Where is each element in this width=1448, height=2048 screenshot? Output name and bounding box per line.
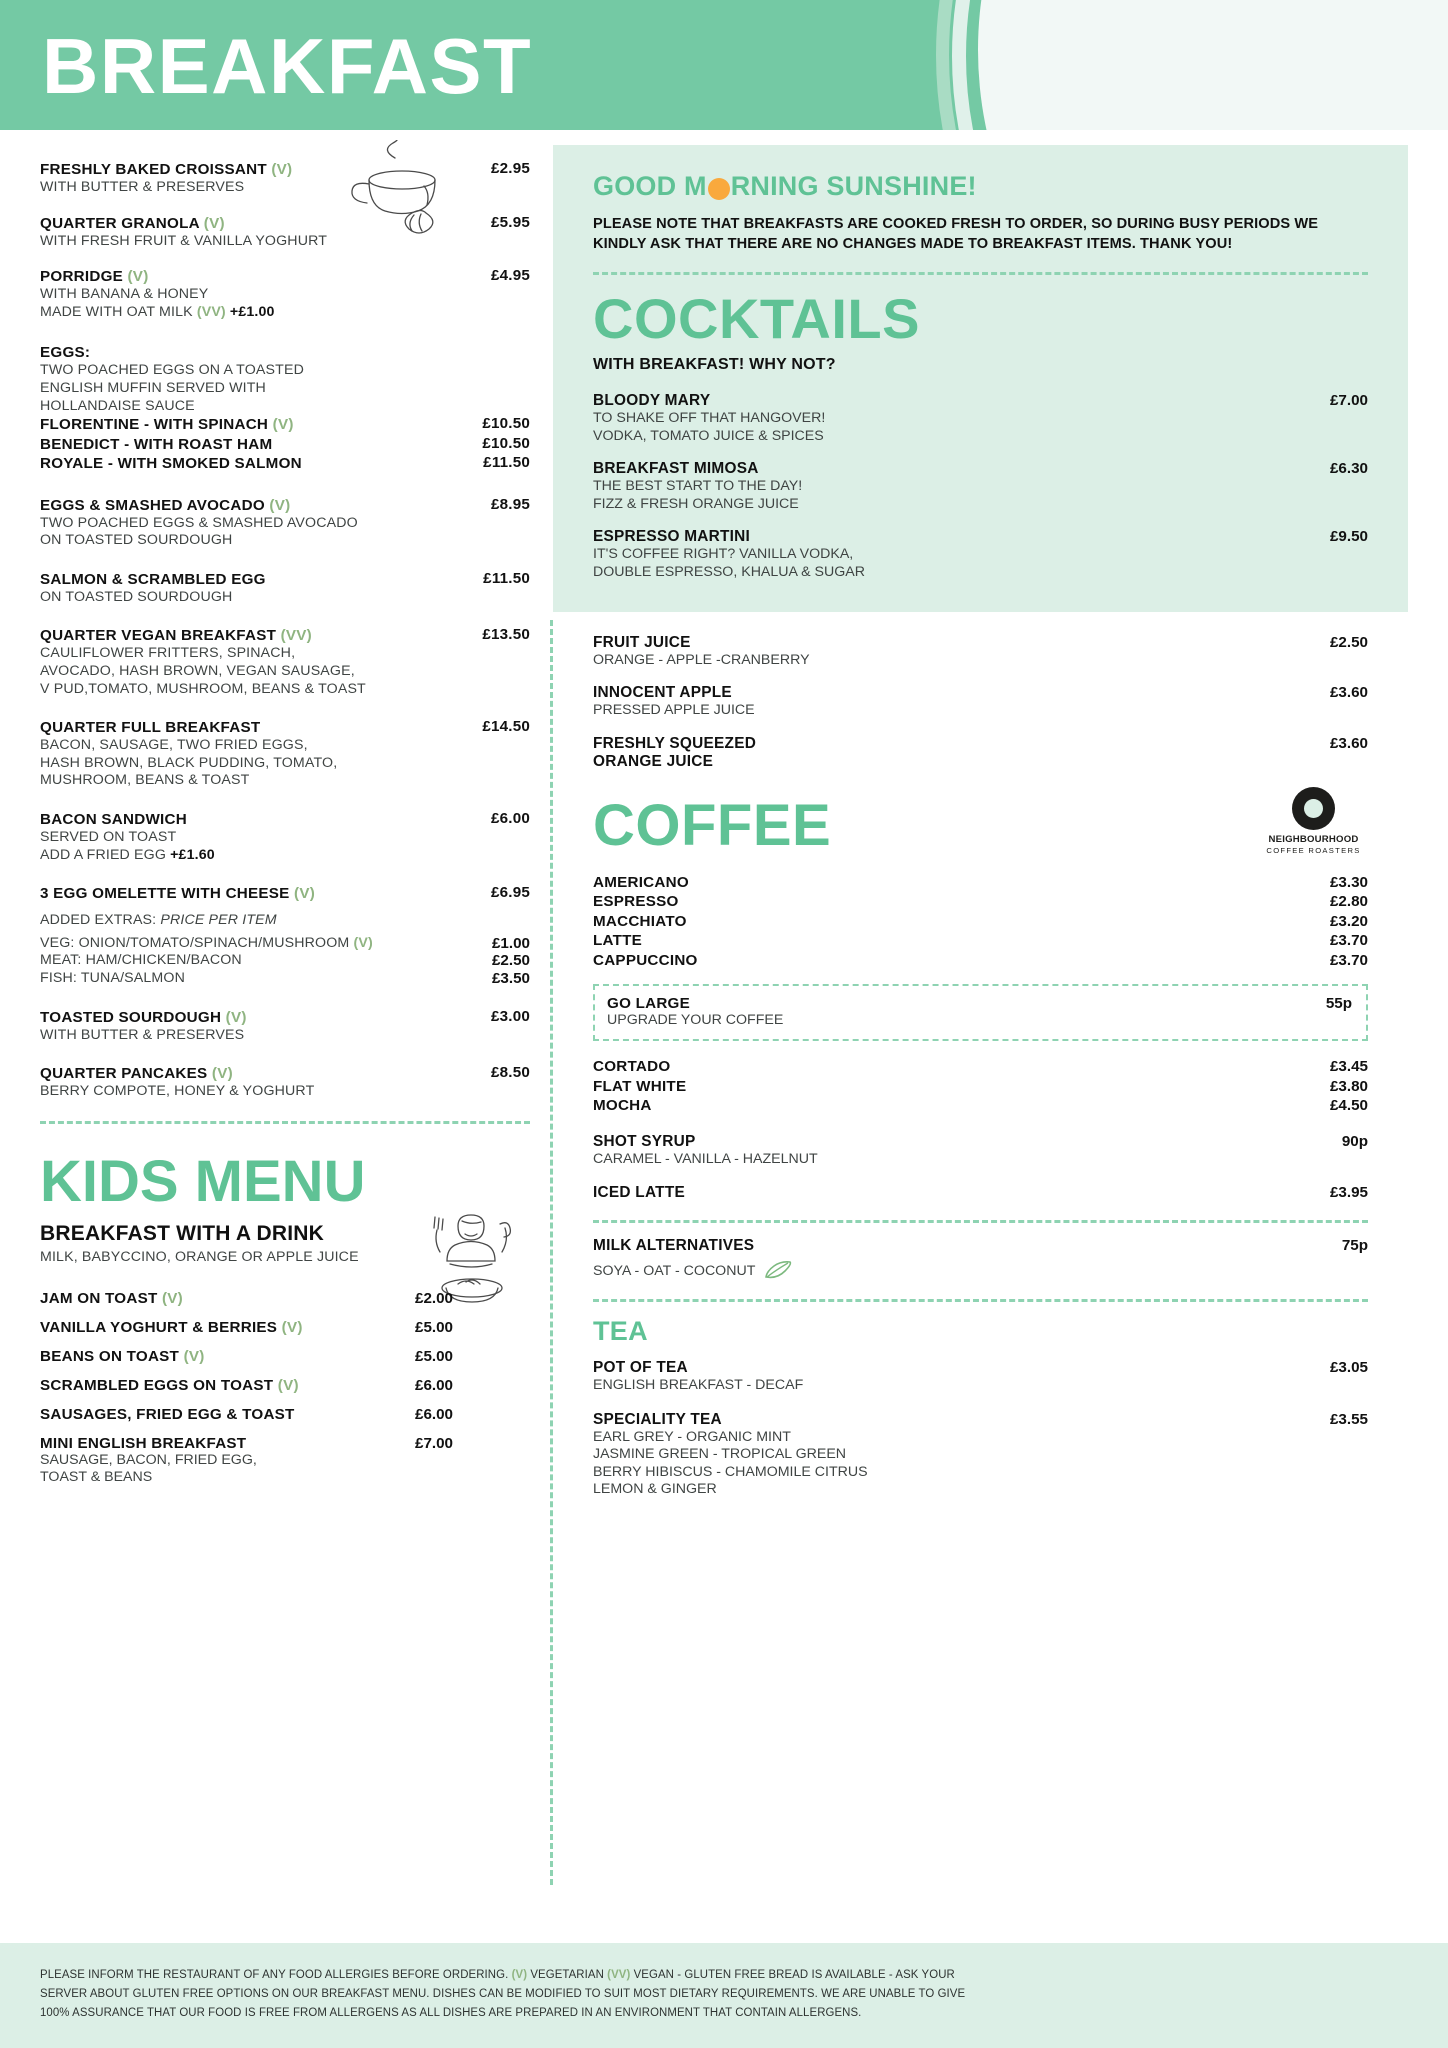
item-title: BACON SANDWICH: [40, 811, 187, 828]
menu-item: [40, 496, 530, 550]
coffee-item-price: £3.70: [1329, 932, 1368, 950]
item-price: £11.50: [483, 569, 530, 587]
menu-item: [40, 1008, 530, 1045]
menu-item: [40, 810, 530, 864]
cocktail-title: BLOODY MARY: [593, 392, 711, 409]
coffee-item-title: CORTADO: [593, 1058, 671, 1076]
kids-subtitle: BREAKFAST WITH A DRINK: [40, 1221, 324, 1245]
eggs-variant: [40, 454, 530, 474]
item-title: 3 EGG OMELETTE WITH CHEESE: [40, 885, 290, 903]
tea-list: [593, 1359, 1368, 1499]
item-desc: WITH FRESH FRUIT & VANILLA YOGHURT: [40, 232, 328, 249]
juice-item: [593, 684, 1368, 720]
cocktail-title: ESPRESSO MARTINI: [593, 528, 751, 546]
juice-item: [593, 634, 1368, 670]
cocktail-item: [593, 392, 1368, 445]
shot-syrup-desc: CARAMEL - VANILLA - HAZELNUT: [593, 1150, 818, 1167]
footer-line-1: PLEASE INFORM THE RESTAURANT OF ANY FOOD ALLERGIES BEFORE ORDERING. (V) VEGETARIAN (VV) VEGAN - GLUTEN FREE BREAD IS AVAILABLE - ASK YOUR: [40, 1967, 955, 1981]
variant-price: £10.50: [482, 415, 530, 433]
coffee-item-title: CAPPUCCINO: [593, 951, 698, 969]
veg-tag: (V): [127, 268, 149, 286]
coffee-item-price: £3.70: [1329, 951, 1368, 969]
kids-item-price: £7.00: [415, 1434, 454, 1452]
iced-latte-title: ICED LATTE: [593, 1184, 685, 1202]
eggs-variant: [40, 415, 530, 435]
coffee-item: [593, 1077, 1368, 1097]
allergy-footer: [0, 1943, 1448, 2048]
menu-item: [40, 718, 530, 790]
coffee-list: [593, 873, 1368, 971]
tea-item-desc: ENGLISH BREAKFAST - DECAF: [593, 1376, 804, 1393]
juice-item: [593, 735, 1368, 771]
extras-label: ADDED EXTRAS: PRICE PER ITEM: [40, 912, 277, 929]
milk-alt-desc-row: SOYA - OAT - COCONUT: [593, 1255, 1368, 1281]
tea-item-title: POT OF TEA: [593, 1358, 688, 1376]
kids-item: [40, 1348, 530, 1365]
kids-drinks-desc: MILK, BABYCCINO, ORANGE OR APPLE JUICE: [40, 1248, 359, 1265]
veg-tag: (V): [353, 934, 373, 951]
item-title: QUARTER FULL BREAKFAST: [40, 719, 261, 737]
item-desc: ON TOASTED SOURDOUGH: [40, 588, 233, 605]
menu-item: [40, 214, 530, 251]
cocktails-title: COCKTAILS: [593, 287, 920, 350]
drinks-section: [553, 612, 1408, 1499]
juice-desc: PRESSED APPLE JUICE: [593, 702, 755, 719]
tea-item-price: £3.05: [1329, 1358, 1368, 1376]
item-desc: HASH BROWN, BLACK PUDDING, TOMATO,: [40, 754, 338, 771]
coffee-title: COFFEE: [593, 792, 832, 858]
veg-tag: (V): [272, 416, 294, 434]
variant-title: BENEDICT - WITH ROAST HAM: [40, 435, 273, 453]
roaster-sub: COFFEE ROASTERS: [1266, 845, 1361, 855]
coffee-item: [593, 912, 1368, 932]
footer-line-3: 100% ASSURANCE THAT OUR FOOD IS FREE FROM ALLERGENS AS ALL DISHES ARE PREPARED IN AN ENVIRONMENT THAT CONTAIN ALLERGENS.: [40, 2005, 862, 2019]
item-price: £5.95: [490, 213, 530, 231]
coffee-item-title: FLAT WHITE: [593, 1077, 687, 1095]
item-price: £14.50: [482, 718, 530, 736]
item-desc: WITH BUTTER & PRESERVES: [40, 179, 245, 195]
kids-item-title: SCRAMBLED EGGS ON TOAST: [40, 1376, 274, 1394]
menu-item: [40, 1064, 530, 1101]
cocktail-price: £9.50: [1329, 528, 1368, 546]
cocktails-subtitle: WITH BREAKFAST! WHY NOT?: [593, 356, 836, 373]
juice-title-line2: ORANGE JUICE: [593, 752, 714, 770]
coffee-item: [593, 931, 1368, 951]
coffee-item-title: LATTE: [593, 932, 643, 950]
item-desc-fried-egg: ADD A FRIED EGG +£1.60: [40, 846, 215, 863]
good-morning-note-box: [553, 145, 1408, 612]
juice-price: £2.50: [1329, 633, 1368, 651]
kids-item-price: £5.00: [415, 1347, 454, 1365]
kids-item-title: SAUSAGES, FRIED EGG & TOAST: [40, 1405, 295, 1423]
good-morning-title: GOOD M RNING SUNSHINE!: [593, 171, 977, 201]
page-title: BREAKFAST: [42, 22, 533, 110]
menu-item: [40, 160, 530, 197]
iced-latte-price: £3.95: [1329, 1184, 1368, 1202]
veg-tag: (V): [211, 1065, 233, 1083]
eggs-desc-line: TWO POACHED EGGS ON A TOASTED: [40, 362, 304, 379]
coffee-item-title: MACCHIATO: [593, 912, 687, 930]
coffee-item: [593, 1057, 1368, 1077]
roaster-name: NEIGHBOURHOOD: [1268, 833, 1359, 845]
go-large-desc: UPGRADE YOUR COFFEE: [607, 1012, 784, 1029]
item-title: EGGS & SMASHED AVOCADO: [40, 496, 265, 514]
menu-item: [40, 267, 530, 321]
milk-alt-title: MILK ALTERNATIVES: [593, 1237, 755, 1255]
cocktail-item: [593, 528, 1368, 581]
extra-price: £3.50: [491, 969, 530, 987]
left-items-group-1: [40, 160, 530, 321]
tea-item-price: £3.55: [1329, 1410, 1368, 1428]
milk-separator-top: [593, 1220, 1368, 1223]
item-desc: TWO POACHED EGGS & SMASHED AVOCADO: [40, 514, 358, 531]
extra-label: MEAT: HAM/CHICKEN/BACON: [40, 952, 242, 969]
tea-item-title: SPECIALITY TEA: [593, 1410, 722, 1428]
veg-tag: (V): [281, 1318, 303, 1336]
cocktail-desc: FIZZ & FRESH ORANGE JUICE: [593, 495, 799, 512]
veg-tag: (V): [225, 1008, 247, 1026]
variant-price: £10.50: [482, 434, 530, 452]
item-price: £4.95: [490, 267, 530, 285]
cocktail-desc: VODKA, TOMATO JUICE & SPICES: [593, 427, 824, 444]
coffee-header: [593, 793, 1368, 871]
left-column: [40, 160, 530, 1499]
kids-section-separator: [40, 1121, 530, 1124]
go-large-price: 55p: [1325, 995, 1352, 1013]
eggs-group: [40, 343, 530, 473]
eggs-variant: [40, 435, 530, 455]
right-column: [553, 145, 1408, 1499]
roaster-logo: [1261, 787, 1366, 855]
kids-item: [40, 1435, 530, 1487]
go-large-box: [593, 984, 1368, 1041]
coffee-item-title: MOCHA: [593, 1097, 652, 1115]
kids-item-desc: SAUSAGE, BACON, FRIED EGG,: [40, 1451, 257, 1468]
item-price: £3.00: [490, 1007, 530, 1025]
cocktail-price: £7.00: [1329, 392, 1368, 409]
page-header: [0, 0, 1448, 130]
tea-item: [593, 1359, 1368, 1395]
kids-item: [40, 1406, 530, 1423]
kids-item-price: £6.00: [415, 1405, 454, 1423]
item-price: £2.95: [490, 160, 530, 177]
kids-item: [40, 1290, 530, 1307]
item-price: £8.50: [490, 1064, 530, 1082]
menu-item: [40, 626, 530, 698]
item-price: £13.50: [482, 626, 530, 644]
item-price: £8.95: [490, 495, 530, 513]
item-desc: WITH BANANA & HONEY: [40, 286, 209, 303]
juices-list: [593, 634, 1368, 771]
veg-tag: (V): [294, 885, 316, 903]
sun-icon: [708, 178, 730, 200]
kids-menu-section: [40, 1150, 530, 1487]
item-title: SALMON & SCRAMBLED EGG: [40, 570, 266, 588]
kids-item-title: JAM ON TOAST: [40, 1289, 158, 1307]
cocktails-list: [593, 392, 1368, 582]
item-price: £6.95: [490, 884, 530, 902]
kids-item-desc: TOAST & BEANS: [40, 1469, 153, 1486]
item-title: QUARTER VEGAN BREAKFAST: [40, 627, 277, 645]
coffee-list-2: [593, 1057, 1368, 1116]
shot-syrup-item: [593, 1133, 1368, 1169]
eggs-heading: EGGS:: [40, 344, 91, 362]
kids-menu-title: KIDS MENU: [40, 1148, 366, 1214]
tea-separator: [593, 1299, 1368, 1302]
veg-tag: (V): [203, 214, 225, 232]
coffee-item-price: £3.80: [1329, 1077, 1368, 1095]
item-desc: V PUD,TOMATO, MUSHROOM, BEANS & TOAST: [40, 680, 366, 697]
tea-item-desc: BERRY HIBISCUS - CHAMOMILE CITRUS: [593, 1463, 868, 1480]
kids-item-price: £5.00: [415, 1318, 454, 1336]
eggs-desc-line: ENGLISH MUFFIN SERVED WITH: [40, 379, 266, 396]
iced-latte-item: [593, 1184, 1368, 1202]
tea-item-desc: EARL GREY - ORGANIC MINT: [593, 1428, 791, 1445]
variant-title: FLORENTINE - WITH SPINACH: [40, 416, 269, 434]
variant-title: ROYALE - WITH SMOKED SALMON: [40, 455, 302, 473]
item-title: QUARTER PANCAKES: [40, 1065, 208, 1083]
cocktail-desc: THE BEST START TO THE DAY!: [593, 478, 803, 495]
veg-tag: (V): [161, 1289, 183, 1307]
milk-alt-price: 75p: [1341, 1237, 1368, 1255]
juice-title: INNOCENT APPLE: [593, 684, 732, 702]
kids-item: [40, 1377, 530, 1394]
item-desc: SERVED ON TOAST: [40, 829, 177, 845]
item-desc: BERRY COMPOTE, HONEY & YOGHURT: [40, 1083, 315, 1100]
header-arc-light: [978, 0, 1448, 130]
veg-tag: (V): [271, 161, 293, 178]
item-title: FRESHLY BAKED CROISSANT: [40, 161, 267, 178]
item-desc: CAULIFLOWER FRITTERS, SPINACH,: [40, 645, 296, 662]
coffee-item-price: £4.50: [1329, 1097, 1368, 1115]
cocktail-desc: IT'S COFFEE RIGHT? VANILLA VODKA,: [593, 546, 854, 563]
juice-title: FRESHLY SQUEEZED: [593, 734, 757, 752]
coffee-item-price: £3.30: [1329, 873, 1368, 891]
item-desc: WITH BUTTER & PRESERVES: [40, 1026, 245, 1043]
coffee-item: [593, 892, 1368, 912]
veg-tag: (V): [277, 1376, 299, 1394]
left-items-group-2: [40, 496, 530, 865]
cocktail-title: BREAKFAST MIMOSA: [593, 460, 759, 478]
tea-item: [593, 1411, 1368, 1499]
extras-row: [40, 935, 530, 953]
kids-item-title: MINI ENGLISH BREAKFAST: [40, 1434, 247, 1452]
tea-item-desc: LEMON & GINGER: [593, 1481, 717, 1498]
omelette-item: [40, 884, 530, 987]
tea-title: TEA: [593, 1315, 648, 1346]
extra-price: £1.00: [491, 934, 530, 952]
item-title: PORRIDGE: [40, 268, 124, 286]
juice-desc: ORANGE - APPLE -CRANBERRY: [593, 651, 810, 668]
extras-row: [40, 952, 530, 970]
extra-label: VEG: ONION/TOMATO/SPINACH/MUSHROOM: [40, 934, 350, 951]
kids-item: [40, 1319, 530, 1336]
coffee-item-price: £3.45: [1329, 1058, 1368, 1076]
juice-price: £3.60: [1329, 734, 1368, 752]
item-desc: MUSHROOM, BEANS & TOAST: [40, 772, 250, 789]
item-price: £6.00: [490, 810, 530, 827]
juice-title: FRUIT JUICE: [593, 633, 691, 651]
coffee-item-price: £3.20: [1329, 912, 1368, 930]
extra-price: £2.50: [491, 952, 530, 970]
cocktail-desc: TO SHAKE OFF THAT HANGOVER!: [593, 410, 826, 426]
vegan-tag: (VV): [280, 627, 312, 645]
milk-alternatives-item: [593, 1237, 1368, 1281]
footer-line-2: SERVER ABOUT GLUTEN FREE OPTIONS ON OUR BREAKFAST MENU. DISHES CAN BE MODIFIED TO SUIT MOST DIETARY REQUIREMENTS. WE ARE UNABLE TO GIVE: [40, 1986, 966, 2000]
note-separator: [593, 272, 1368, 275]
kids-item-price: £6.00: [415, 1376, 454, 1394]
menu-item: [40, 570, 530, 607]
item-desc: AVOCADO, HASH BROWN, VEGAN SAUSAGE,: [40, 663, 355, 680]
cocktail-desc: DOUBLE ESPRESSO, KHALUA & SUGAR: [593, 563, 866, 580]
item-desc: ON TOASTED SOURDOUGH: [40, 532, 233, 549]
shot-syrup-price: 90p: [1341, 1132, 1368, 1150]
item-title: QUARTER GRANOLA: [40, 214, 200, 232]
cocktail-item: [593, 460, 1368, 513]
coffee-item-title: ESPRESSO: [593, 893, 679, 911]
tea-item-desc: JASMINE GREEN - TROPICAL GREEN: [593, 1446, 847, 1463]
roaster-mark-icon: [1292, 787, 1335, 830]
extra-label: FISH: TUNA/SALMON: [40, 969, 185, 986]
coffee-item: [593, 1096, 1368, 1116]
eggs-desc-line: HOLLANDAISE SAUCE: [40, 397, 195, 414]
coffee-item: [593, 951, 1368, 971]
left-items-group-3: [40, 1008, 530, 1101]
veg-tag: (V): [183, 1347, 205, 1365]
item-desc: BACON, SAUSAGE, TWO FRIED EGGS,: [40, 737, 308, 754]
juice-price: £3.60: [1329, 684, 1368, 702]
cocktail-price: £6.30: [1329, 460, 1368, 478]
coffee-item-title: AMERICANO: [593, 873, 689, 891]
item-title: TOASTED SOURDOUGH: [40, 1008, 222, 1026]
note-body: PLEASE NOTE THAT BREAKFASTS ARE COOKED FRESH TO ORDER, SO DURING BUSY PERIODS WE KINDLY ASK THAT THERE ARE NO CHANGES MADE TO BREAKFAST ITEMS. THANK YOU!: [593, 216, 1319, 252]
kids-items-list: [40, 1290, 530, 1487]
shot-syrup-title: SHOT SYRUP: [593, 1132, 696, 1150]
veg-tag: (V): [269, 496, 291, 514]
leaf-icon: [763, 1260, 793, 1280]
coffee-item-price: £2.80: [1329, 893, 1368, 911]
kids-item-price: £2.00: [415, 1289, 454, 1307]
go-large-title: GO LARGE: [607, 995, 691, 1013]
coffee-item: [593, 873, 1368, 893]
item-desc-oatmilk: MADE WITH OAT MILK (VV) +£1.00: [40, 303, 275, 320]
kids-item-title: BEANS ON TOAST: [40, 1347, 180, 1365]
variant-price: £11.50: [483, 454, 530, 472]
kids-item-title: VANILLA YOGHURT & BERRIES: [40, 1318, 278, 1336]
extras-row: [40, 970, 530, 988]
